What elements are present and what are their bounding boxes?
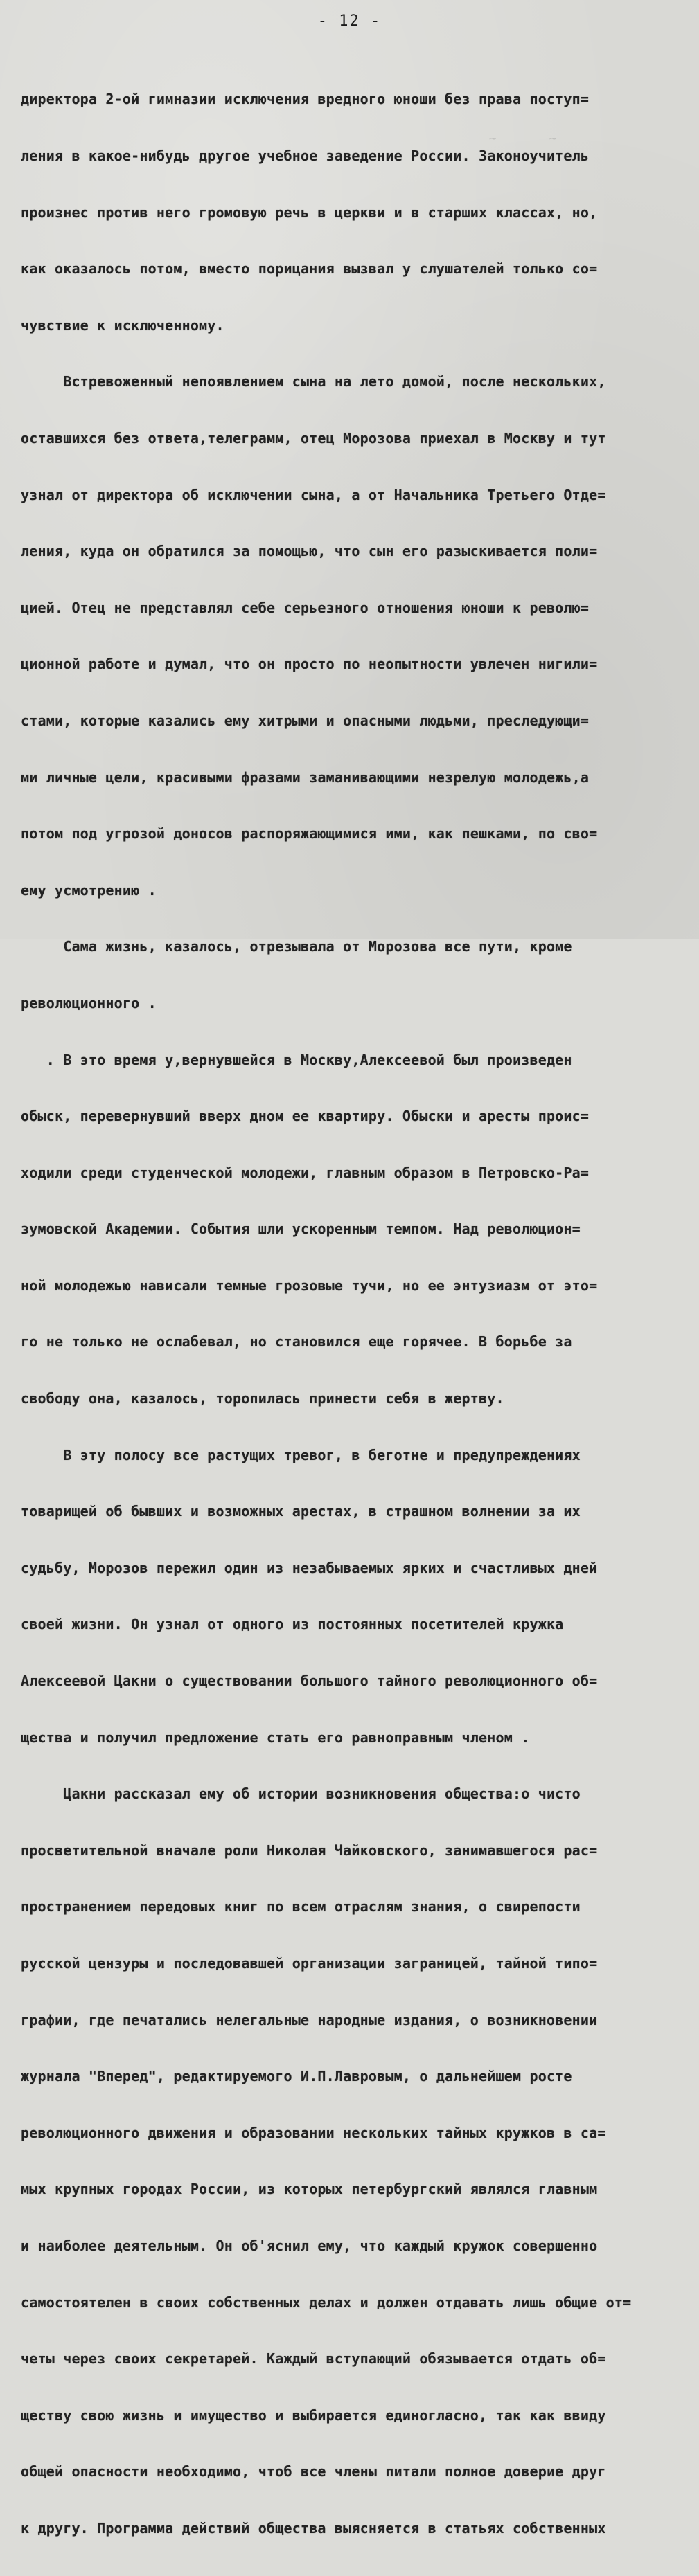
text-line: стами, которые казались ему хитрыми и опасными людьми, преследующи= <box>21 712 590 729</box>
text-line: ему усмотрению . <box>21 881 157 899</box>
text-line: директора 2-ой гимназии исключения вредного юноши без права поступ= <box>21 91 590 108</box>
text-line: зумовской Академии. События шли ускоренным темпом. Над революцион= <box>21 1221 581 1238</box>
text-line: общей опасности необходимо, чтоб все члены питали полное доверие друг <box>21 2463 606 2480</box>
text-line: узнал от директора об исключении сына, а от Начальника Третьего Отде= <box>21 486 606 503</box>
text-line: и наиболее деятельным. Он об'яснил ему, что каждый кружок совершенно <box>21 2237 598 2254</box>
text-line: к другу. Программа действий общества выясняется в статьях собственных <box>21 2519 606 2537</box>
typed-body-text <box>21 53 679 2576</box>
text-line: самостоятелен в своих собственных делах и должен отдавать лишь общие от= <box>21 2294 632 2311</box>
text-line: пространением передовых книг по всем отраслям знания, о свирепости <box>21 1898 581 1916</box>
text-line: Сама жизнь, казалось, отрезывала от Морозова все пути, кроме <box>21 938 572 955</box>
text-line: мых крупных городах России, из которых петербургский являлся главным <box>21 2181 598 2198</box>
text-line: ми личные цели, красивыми фразами заманивающими незрелую молодежь,а <box>21 768 590 786</box>
text-line: го не только не ослабевал, но становился еще горячее. В борьбе за <box>21 1333 572 1351</box>
text-line: революционного . <box>21 994 157 1011</box>
text-line: Цакни рассказал ему об истории возникновения общества:о чисто <box>21 1785 581 1803</box>
text-line: Алексеевой Цакни о существовании большого тайного революционного об= <box>21 1673 598 1690</box>
text-line: графии, где печатались нелегальные народные издания, о возникновении <box>21 2011 598 2028</box>
page-number: - 12 - <box>317 12 382 30</box>
text-line: журнала "Вперед", редактируемого И.П.Лавровым, о дальнейшем росте <box>21 2068 572 2085</box>
text-line: ционной работе и думал, что он просто по неопытности увлечен нигили= <box>21 656 598 673</box>
text-line: Встревоженный непоявлением сына на лето домой, после нескольких, <box>21 373 606 390</box>
text-line: оставшихся без ответа,телеграмм, отец Морозова приехал в Москву и тут <box>21 429 606 447</box>
text-line: потом под угрозой доносов распоряжающимися ими, как пешками, по сво= <box>21 825 598 843</box>
text-line: цией. Отец не представлял себе серьезного отношения юноши к револю= <box>21 599 590 616</box>
text-line: ществу свою жизнь и имущество и выбирается единогласно, так как ввиду <box>21 2406 606 2424</box>
text-line: щества и получил предложение стать его равноправным членом . <box>21 1729 530 1746</box>
text-line: свободу она, казалось, торопилась принести себя в жертву. <box>21 1390 504 1407</box>
text-line: русской цензуры и последовавшей организации заграницей, тайной типо= <box>21 1955 598 1972</box>
text-line: ления, куда он обратился за помощью, что сын его разыскивается поли= <box>21 543 598 560</box>
text-line: революционного движения и образовании нескольких тайных кружков в са= <box>21 2124 606 2141</box>
text-line: обыск, перевернувший вверх дном ее квартиру. Обыски и аресты проис= <box>21 1108 590 1125</box>
text-line: чувствие к исключенному. <box>21 316 224 334</box>
text-line: В эту полосу все растущих тревог, в беготне и предупреждениях <box>21 1446 581 1463</box>
text-line: четы через своих секретарей. Каждый вступающий обязывается отдать об= <box>21 2350 606 2368</box>
text-line: как оказалось потом, вместо порицания вызвал у слушателей только со= <box>21 260 598 278</box>
text-line: ной молодежью нависали темные грозовые тучи, но ее энтузиазм от это= <box>21 1277 598 1294</box>
text-line: своей жизни. Он узнал от одного из постоянных посетителей кружка <box>21 1616 564 1633</box>
text-line: . В это время у,вернувшейся в Москву,Алексеевой был произведен <box>21 1051 572 1068</box>
text-line: судьбу, Морозов пережил один из незабываемых ярких и счастливых дней <box>21 1559 598 1576</box>
text-line: ления в какое-нибудь другое учебное заведение России. Законоучитель <box>21 147 590 164</box>
text-line: ходили среди студенческой молодежи, главным образом в Петровско-Ра= <box>21 1164 590 1181</box>
bleed-through-text: ~ ~ <box>346 132 557 146</box>
text-line: просветительной вначале роли Николая Чайковского, занимавшегося рас= <box>21 1841 598 1859</box>
text-line: произнес против него громовую речь в церкви и в старших классах, но, <box>21 204 598 221</box>
text-line: товарищей об бывших и возможных арестах, в страшном волнении за их <box>21 1503 581 1520</box>
